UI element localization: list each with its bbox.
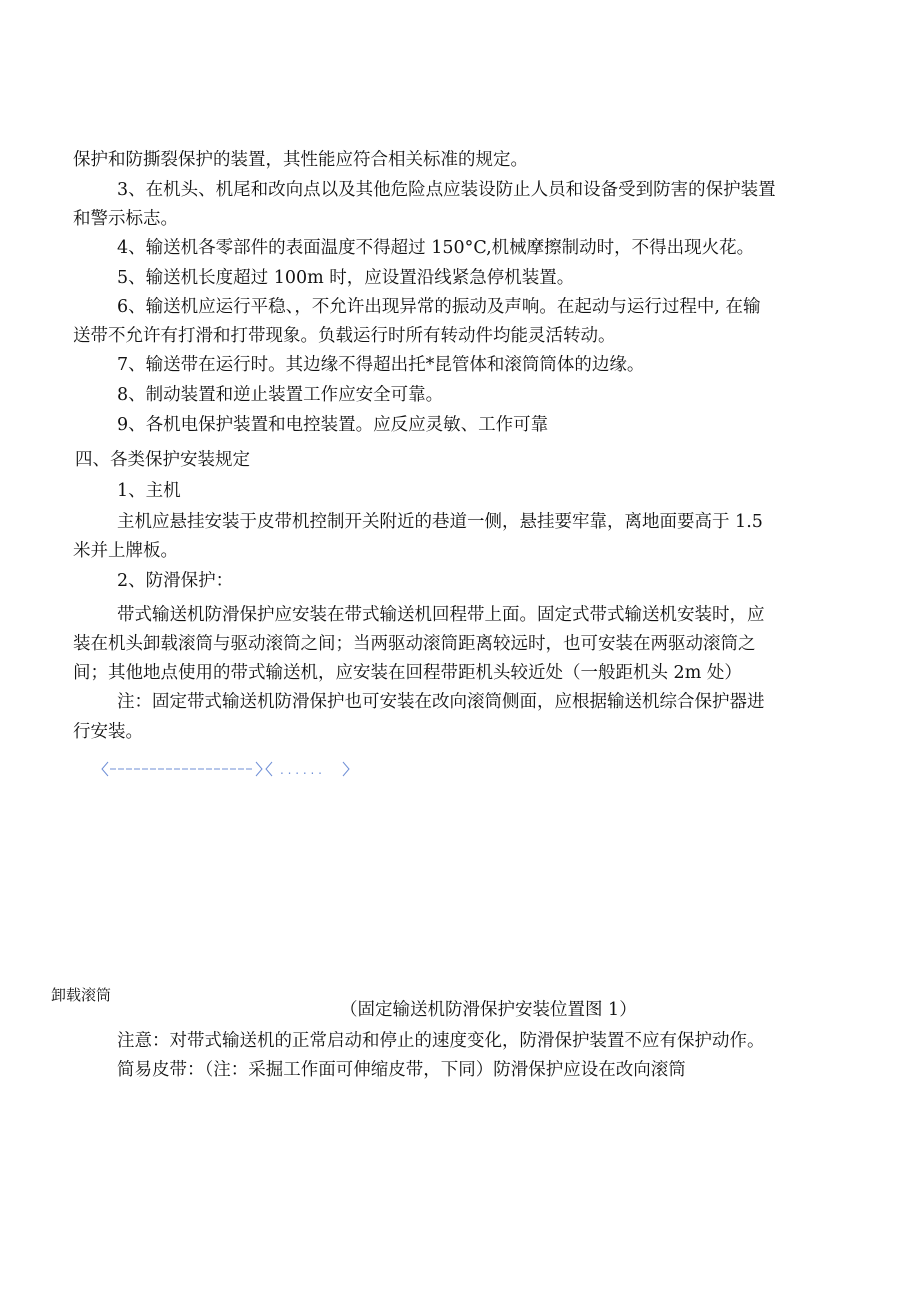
left-bracket-mark [102, 762, 108, 776]
paragraph-line: 9、各机电保护装置和电控装置。应反应灵敏、工作可靠 [117, 415, 549, 435]
paragraph-line: 行安装。 [73, 722, 143, 742]
paragraph-line: 注意：对带式输送机的正常启动和停止的速度变化，防滑保护装置不应有保护动作。 [117, 1031, 765, 1051]
paragraph-line: 注：固定带式输送机防滑保护也可安装在改向滚筒侧面，应根据输送机综合保护器进 [117, 692, 765, 712]
paragraph-line: 送带不允许有打滑和打带现象。负载运行时所有转动件均能灵活转动。 [73, 326, 616, 346]
diagram-fragment [100, 756, 360, 782]
paragraph-line: 3、在机头、机尾和改向点以及其他危险点应装设防止人员和设备受到防害的保护装置 [117, 180, 776, 200]
paragraph-line: 米并上牌板。 [73, 541, 178, 561]
paragraph-line: 简易皮带：（注：采掘工作面可伸缩皮带，下同）防滑保护应设在改向滚筒 [117, 1060, 686, 1080]
subheading: 1、主机 [117, 481, 181, 501]
diagram-label: 卸载滚筒 [51, 986, 112, 1004]
diagram-dots: . . . . . . [280, 763, 322, 777]
paragraph-line: 保护和防撕裂保护的装置，其性能应符合相关标准的规定。 [73, 150, 528, 170]
paragraph-line: 装在机头卸载滚筒与驱动滚筒之间；当两驱动滚筒距离较远时，也可安装在两驱动滚筒之 [73, 634, 756, 654]
paragraph-line: 带式输送机防滑保护应安装在带式输送机回程带上面。固定式带式输送机安装时，应 [117, 605, 765, 625]
paragraph-line: 和警示标志。 [73, 209, 178, 229]
paragraph-line: 7、输送带在运行时。其边缘不得超出托*昆管体和滚筒筒体的边缘。 [117, 355, 645, 375]
paragraph-line: 6、输送机应运行平稳、，不允许出现异常的振动及声响。在起动与运行过程中, 在输 [117, 297, 761, 317]
section-heading: 四、各类保护安装规定 [75, 450, 250, 470]
right-bracket-mark [343, 762, 349, 776]
paragraph-line: 8、制动装置和逆止装置工作应安全可靠。 [117, 385, 444, 405]
paragraph-line: 主机应悬挂安装于皮带机控制开关附近的巷道一侧，悬挂要牢靠，离地面要高于 1.5 [117, 512, 763, 532]
left-bracket-mark [266, 762, 272, 776]
paragraph-line: 间；其他地点使用的带式输送机，应安装在回程带距机头较近处（一般距机头 2m 处） [73, 663, 742, 683]
subheading: 2、防滑保护： [117, 571, 234, 591]
figure-caption: （固定输送机防滑保护安装位置图 1） [340, 1000, 637, 1020]
paragraph-line: 5、输送机长度超过 100m 时，应设置沿线紧急停机装置。 [117, 268, 575, 288]
right-bracket-mark [256, 762, 262, 776]
paragraph-line: 4、输送机各零部件的表面温度不得超过 150°C,机械摩擦制动时，不得出现火花。 [117, 238, 755, 258]
